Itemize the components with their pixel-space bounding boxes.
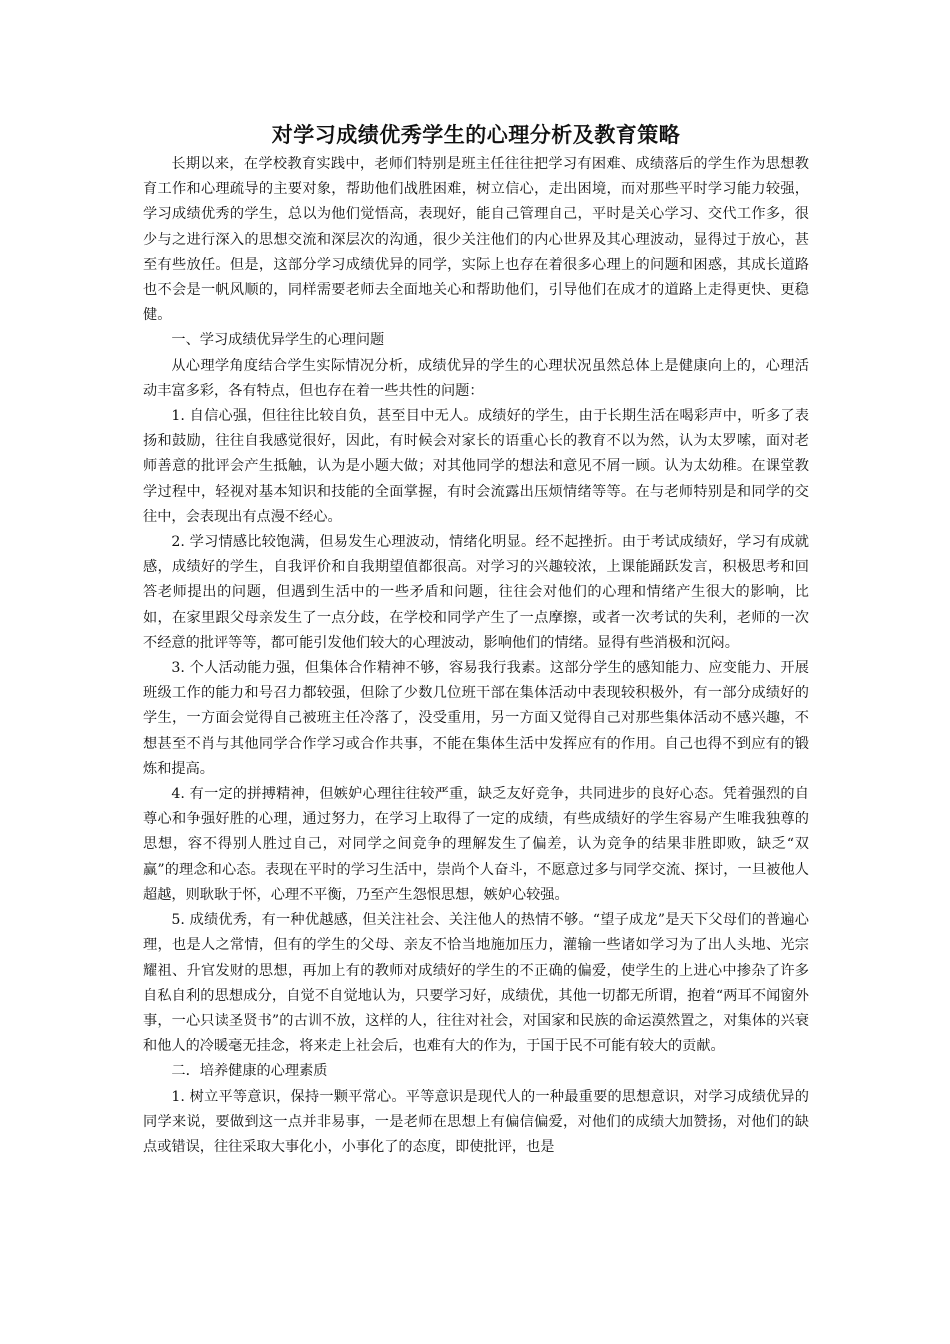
point-4-paragraph: 4. 有一定的拼搏精神，但嫉妒心理往往较严重，缺乏友好竞争，共同进步的良好心态。凭着强烈的自尊心和争强好胜的心理，通过努力，在学习上取得了一定的成绩，有些成绩好的学生容易产生唯我独尊的思想，容不得别人胜过自己，对同学之间竞争的理解发生了偏差，认为竞争的结果非胜即败，缺乏“双赢”的理念和心态。表现在平时的学习生活中，崇尚个人奋斗，不愿意过多与同学交流、探讨，一旦被他人超越，则耿耿于怀，心理不平衡，乃至产生怨恨思想，嫉妒心较强。 xyxy=(143,786,809,903)
document-title: 对学习成绩优秀学生的心理分析及教育策略 xyxy=(271,123,681,147)
section-heading-2: 二．培养健康的心理素质 xyxy=(171,1063,328,1080)
point-5-paragraph: 5. 成绩优秀，有一种优越感，但关注社会、关注他人的热情不够。“望子成龙”是天下父母们的普遍心理，也是人之常情，但有的学生的父母、亲友不恰当地施加压力，灌输一些诸如学习为了出人头地、光宗耀祖、升官发财的思想，再加上有的教师对成绩好的学生的不正确的偏爱，使学生的上进心中掺杂了许多自私自利的思想成分，自觉不自觉地认为，只要学习好，成绩优，其他一切都无所谓，抱着“两耳不闻窗外事，一心只读圣贤书”的古训不放，这样的人，往往对社会，对国家和民族的命运漠然置之，对集体的兴衰和他人的冷暖毫无挂念，将来走上社会后，也难有大的作为，于国于民不可能有较大的贡献。 xyxy=(143,912,809,1055)
section-heading-1: 一、学习成绩优异学生的心理问题 xyxy=(171,332,385,349)
document-body xyxy=(143,152,809,1160)
document-page xyxy=(143,118,809,1160)
point-1-paragraph: 1. 自信心强，但往往比较自负，甚至目中无人。成绩好的学生，由于长期生活在喝彩声中，听多了表扬和鼓励，往往自我感觉很好，因此，有时候会对家长的语重心长的教育不以为然，认为太罗嗦，面对老师善意的批评会产生抵触，认为是小题大做；对其他同学的想法和意见不屑一顾。认为太幼稚。在课堂教学过程中，轻视对基本知识和技能的全面掌握，有时会流露出压烦情绪等等。在与老师特别是和同学的交往中，会表现出有点漫不经心。 xyxy=(143,408,809,525)
point-2-paragraph: 2. 学习情感比较饱满，但易发生心理波动，情绪化明显。经不起挫折。由于考试成绩好，学习有成就感，成绩好的学生，自我评价和自我期望值都很高。对学习的兴趣较浓，上课能踊跃发言，积极思考和回答老师提出的问题，但遇到生活中的一些矛盾和问题，往往会对他们的心理和情绪产生很大的影响，比如，在家里跟父母亲发生了一点分歧，在学校和同学产生了一点摩擦，或者一次考试的失利，老师的一次不经意的批评等等，都可能引发他们较大的心理波动，影响他们的情绪。显得有些消极和沉闷。 xyxy=(143,534,809,651)
section-2-point-1-paragraph: 1. 树立平等意识，保持一颗平常心。平等意识是现代人的一种最重要的思想意识，对学习成绩优异的同学来说，要做到这一点并非易事，一是老师在思想上有偏信偏爱，对他们的成绩大加赞扬，对他们的缺点或错误，往往采取大事化小，小事化了的态度，即使批评，也是 xyxy=(143,1088,809,1155)
section-1-intro-paragraph: 从心理学角度结合学生实际情况分析，成绩优异的学生的心理状况虽然总体上是健康向上的，心理活动丰富多彩，各有特点，但也存在着一些共性的问题： xyxy=(143,357,809,399)
intro-paragraph: 长期以来，在学校教育实践中，老师们特别是班主任往往把学习有困难、成绩落后的学生作为思想教育工作和心理疏导的主要对象，帮助他们战胜困难，树立信心，走出困境，而对那些平时学习能力较强，学习成绩优秀的学生，总以为他们觉悟高，表现好，能自己管理自己，平时是关心学习、交代工作多，很少与之进行深入的思想交流和深层次的沟通，很少关注他们的内心世界及其心理波动，显得过于放心，甚至有些放任。但是，这部分学习成绩优异的同学，实际上也存在着很多心理上的问题和困惑，其成长道路也不会是一帆风顺的，同样需要老师去全面地关心和帮助他们，引导他们在成才的道路上走得更快、更稳健。 xyxy=(143,156,809,324)
point-3-paragraph: 3. 个人活动能力强，但集体合作精神不够，容易我行我素。这部分学生的感知能力、应变能力、开展班级工作的能力和号召力都较强，但除了少数几位班干部在集体活动中表现较积极外，有一部分成绩好的学生，一方面会觉得自己被班主任冷落了，没受重用，另一方面又觉得自己对那些集体活动不感兴趣，不想甚至不肖与其他同学合作学习或合作共事，不能在集体生活中发挥应有的作用。自己也得不到应有的锻炼和提高。 xyxy=(143,660,809,777)
